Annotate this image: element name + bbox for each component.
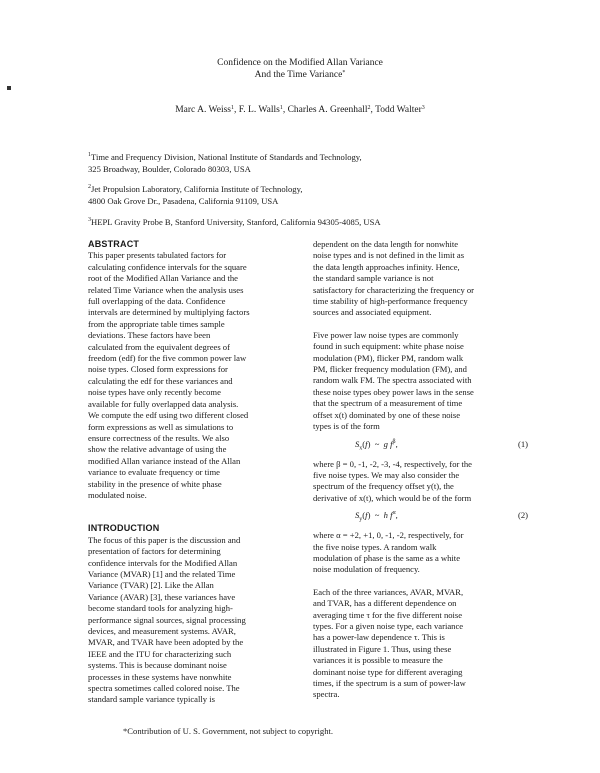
equation-2-number: (2) — [517, 510, 528, 521]
introduction-line: performance signal sources, signal processing — [88, 614, 246, 625]
scan-margin-mark — [7, 86, 11, 90]
abstract-line: ensure correctness of the results. We also — [88, 432, 230, 443]
author-2: F. L. Walls$^1$, — [238, 105, 288, 115]
right-paragraph-5-line: types. For a given noise type, each variance — [313, 620, 464, 631]
right-paragraph-2-line: offset x(t) dominated by one of these noise — [313, 409, 461, 420]
abstract-line: full overlapping of the data. Confidence — [88, 296, 226, 307]
right-paragraph-4 — [313, 530, 528, 576]
right-paragraph-2 — [313, 330, 528, 433]
abstract-line: calculating confidence intervals for the square — [88, 261, 247, 272]
right-column — [313, 239, 528, 701]
right-paragraph-3-line: where β = 0, -1, -2, -3, -4, respectively, for the — [313, 458, 472, 469]
introduction-line: spectra sometimes called colored noise. The — [88, 683, 240, 694]
introduction-line: systems. This is because dominant noise — [88, 660, 227, 671]
right-paragraph-3 — [313, 459, 528, 505]
abstract-line: calculating the edf for these variances and — [88, 375, 233, 386]
right-paragraph-1-line: sources and associated equipment. — [313, 307, 432, 318]
affiliation-2: $^2$Jet Propulsion Laboratory, California Institute of Technology, 4800 Oak Grove Dr., Pasadena, California 91109, USA — [88, 184, 303, 206]
equation-1-text: $S_x(f)$ ~ g $f^\beta$, — [355, 438, 398, 452]
introduction-heading: INTRODUCTION — [88, 523, 160, 534]
introduction-line: confidence intervals for the Modified Allan — [88, 557, 238, 568]
abstract-line: related Time Variance when the analysis uses — [88, 284, 244, 295]
right-paragraph-1 — [313, 239, 528, 319]
right-paragraph-2-line: modulation (PM), flicker PM, random walk — [313, 352, 464, 363]
abstract-line: intervals are determined by multiplying factors — [88, 307, 250, 318]
abstract-line: root of the Modified Allan Variance and the — [88, 273, 238, 284]
right-paragraph-2-line: types is of the form — [313, 421, 380, 432]
introduction-line: Variance (MVAR) [1] and the related Time — [88, 568, 236, 579]
author-1: Marc A. Weiss$^1$, — [175, 105, 239, 115]
abstract-heading: ABSTRACT — [88, 239, 140, 249]
abstract-line: noise types have only recently become — [88, 387, 221, 398]
abstract-line: We compute the edf using two different closed — [88, 410, 249, 421]
introduction-line: MVAR, and TVAR have been adopted by the — [88, 637, 244, 648]
abstract-body — [88, 250, 288, 501]
authors-line — [0, 105, 600, 115]
title-line-2: And the Time Variance* — [254, 69, 346, 80]
right-paragraph-1-line: time stability of high-performance frequency — [313, 296, 468, 307]
right-paragraph-4-line: noise modulation of frequency. — [313, 564, 420, 575]
right-paragraph-1-line: satisfactory for characterizing the frequency or — [313, 284, 475, 295]
abstract-line: This paper presents tabulated factors for — [88, 250, 227, 261]
right-paragraph-2-line: found in such equipment: white phase noise — [313, 341, 464, 352]
right-paragraph-3-line: five noise types. We may also consider the — [313, 469, 460, 480]
abstract-line: from the appropriate table times sample — [88, 318, 225, 329]
abstract-line: modulated noise. — [88, 489, 147, 500]
introduction-line: Variance (TVAR) [2]. Like the Allan — [88, 580, 214, 591]
right-paragraph-5-line: and TVAR, has a different dependence on — [313, 598, 457, 609]
right-paragraph-5-line: illustrated in Figure 1. Thus, using these — [313, 643, 452, 654]
footnote: *Contribution of U. S. Government, not subject to copyright. — [123, 726, 334, 736]
right-paragraph-2-line: that the spectrum of a measurement of time — [313, 398, 463, 409]
right-paragraph-1-line: dependent on the data length for nonwhite — [313, 239, 459, 249]
abstract-line: noise types. Closed form expressions for — [88, 364, 228, 375]
abstract-line: show the relative advantage of using the — [88, 444, 227, 455]
affiliation-1: $^1$Time and Frequency Division, National Institute of Standards and Technology, 325 Broadway, Boulder, Colorado 80303, USA — [88, 152, 362, 174]
right-paragraph-2-line: PM, flicker frequency modulation (FM), and — [313, 364, 467, 375]
introduction-line: presentation of factors for determining — [88, 546, 221, 557]
right-paragraph-2-line: these noise types obey power laws in the sense — [313, 386, 474, 397]
left-column — [88, 239, 288, 706]
author-3: Charles A. Greenhall$^2$, — [287, 105, 376, 115]
right-paragraph-1-line: the standard sample variance is not — [313, 273, 434, 284]
right-paragraph-4-line: modulation of phase is the same as a white — [313, 552, 461, 563]
introduction-line: become standard tools for analyzing high- — [88, 603, 233, 614]
introduction-body — [88, 535, 288, 706]
right-paragraph-3-line: spectrum of the frequency offset y(t), the — [313, 481, 454, 492]
abstract-line: modified Allan variance instead of the Allan — [88, 455, 241, 466]
right-paragraph-5-line: Each of the three variances, AVAR, MVAR, — [313, 586, 464, 597]
right-paragraph-5-line: variances it is possible to measure the — [313, 655, 443, 666]
introduction-line: devices, and measurement systems. AVAR, — [88, 626, 236, 636]
right-paragraph-3-line: derivative of x(t), which would be of the form — [313, 492, 472, 503]
right-paragraph-2-line: Five power law noise types are commonly — [313, 329, 459, 340]
abstract-line: form expressions as well as simulations to — [88, 421, 234, 432]
equation-2 — [313, 508, 528, 526]
abstract-line: variance to evaluate frequency or time — [88, 467, 220, 478]
right-paragraph-4-line: where α = +2, +1, 0, -1, -2, respectively, for — [313, 530, 464, 541]
right-paragraph-5-line: spectra. — [313, 689, 340, 700]
equation-1 — [313, 437, 528, 455]
right-paragraph-5-line: has a power-law dependence τ. This is — [313, 632, 445, 643]
abstract-line: stability in the presence of white phase — [88, 478, 222, 489]
abstract-line: freedom (edf) for the five common power law — [88, 353, 247, 364]
introduction-line: processes in these systems have nonwhite — [88, 671, 232, 682]
abstract-line: deviations. These factors have been — [88, 330, 211, 341]
right-paragraph-1-line: noise types and is not defined in the limit as — [313, 250, 465, 261]
right-paragraph-5 — [313, 587, 528, 701]
right-paragraph-5-line: averaging time τ for the five different noise — [313, 609, 463, 620]
abstract-line: available for fully overlapped data analysis. — [88, 398, 239, 409]
equation-1-number: (1) — [517, 438, 528, 449]
right-paragraph-5-line: dominant noise type for different averaging — [313, 666, 463, 677]
affiliation-3: $^3$HEPL Gravity Probe B, Stanford University, Stanford, California 94305-4085, USA — [88, 217, 381, 227]
abstract-line: calculated from the equivalent degrees of — [88, 341, 230, 352]
author-4: Todd Walter$^3$ — [375, 105, 425, 115]
right-paragraph-4-line: the five noise types. A random walk — [313, 541, 437, 552]
introduction-line: Variance (AVAR) [3], these variances have — [88, 591, 236, 602]
right-paragraph-5-line: times, if the spectrum is a sum of power-law — [313, 678, 466, 688]
introduction-line: standard sample variance typically is — [88, 694, 215, 705]
introduction-line: The focus of this paper is the discussion and — [88, 534, 241, 545]
paper-title — [0, 58, 600, 81]
title-line-1: Confidence on the Modified Allan Variance — [217, 58, 383, 68]
introduction-line: IEEE and the ITU for characterizing such — [88, 648, 232, 659]
right-paragraph-1-line: the data length approaches infinity. Hence, — [313, 261, 460, 272]
right-paragraph-2-line: random walk FM. The spectra associated with — [313, 375, 472, 386]
equation-2-text: $S_y(f)$ ~ h $f^\alpha$, — [355, 510, 398, 523]
